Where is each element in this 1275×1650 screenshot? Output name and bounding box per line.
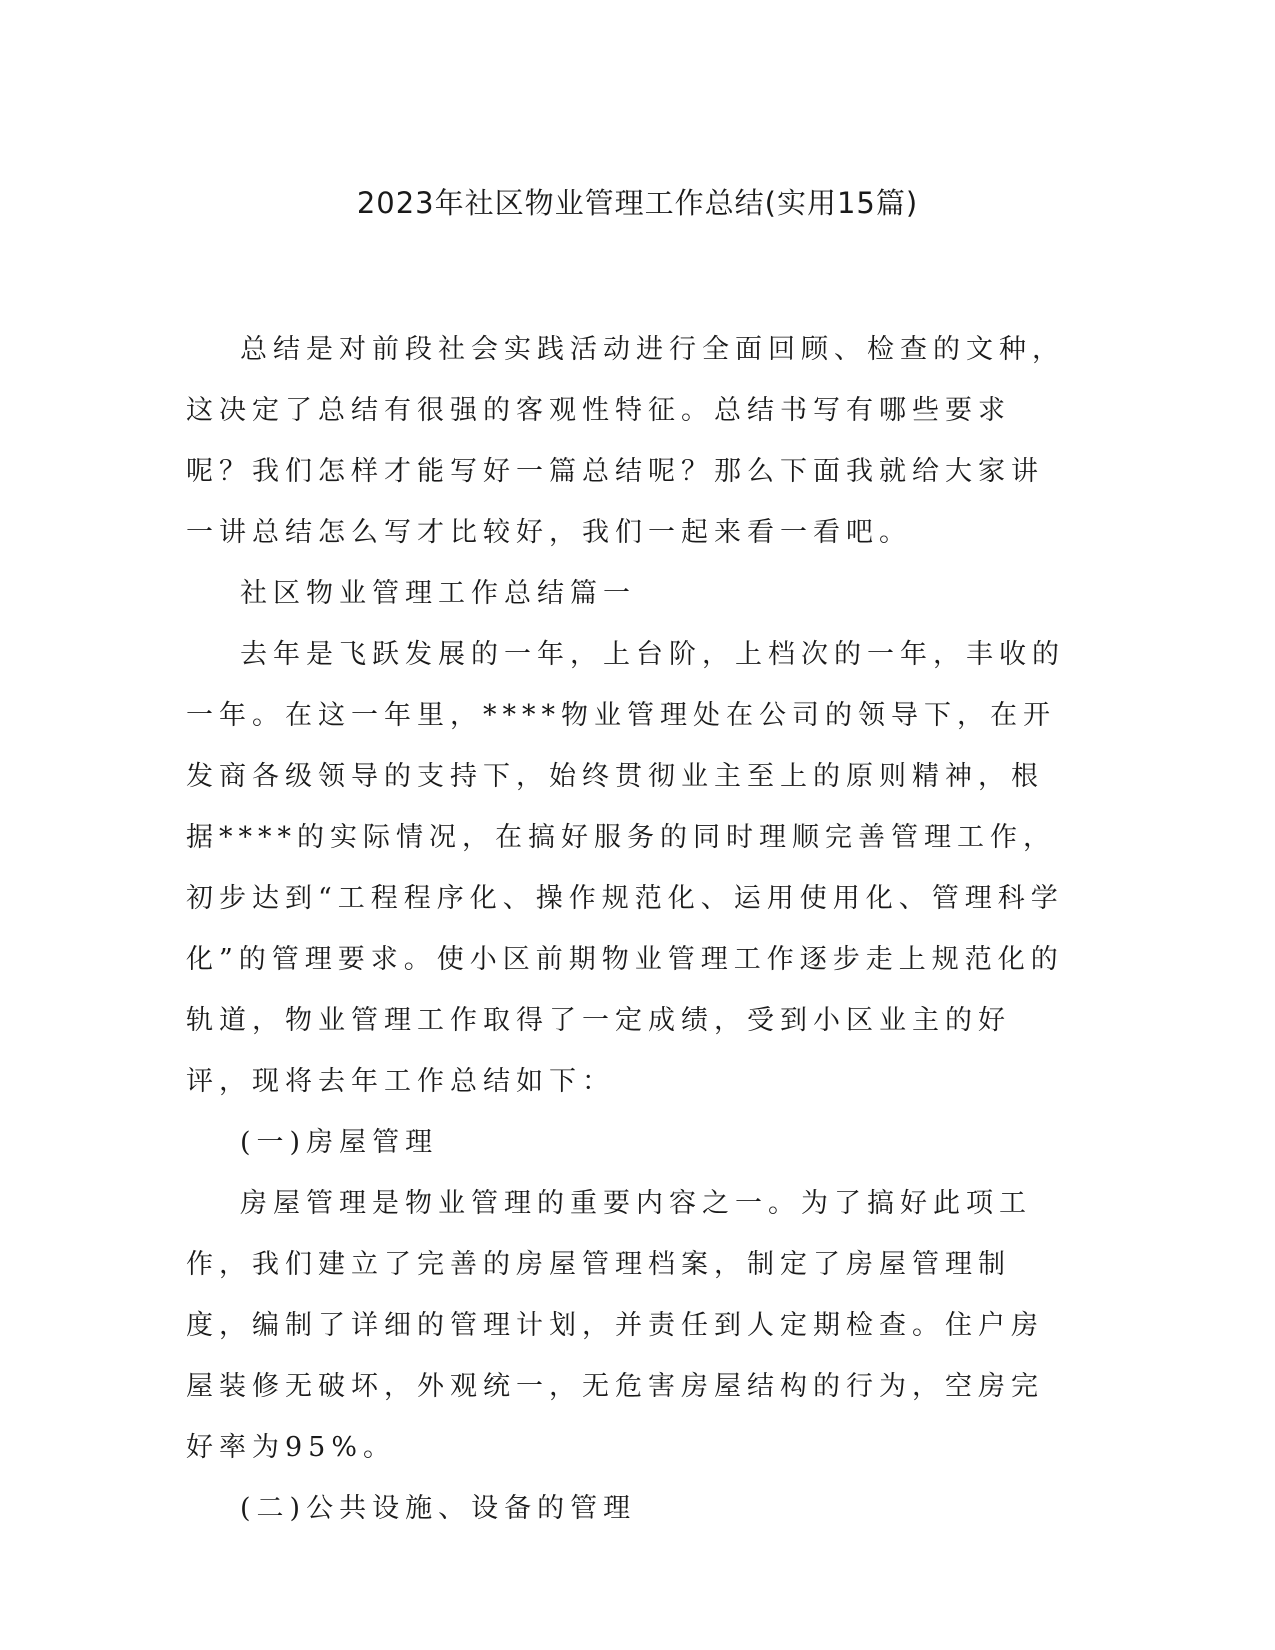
section-heading-part-one: 社区物业管理工作总结篇一: [240, 578, 636, 609]
subheading-housing-management: (一)房屋管理: [240, 1127, 439, 1158]
document-title: 2023年社区物业管理工作总结(实用15篇): [356, 186, 919, 220]
paragraph-housing-management: 房屋管理是物业管理的重要内容之一。为了搞好此项工作，我们建立了完善的房屋管理档案，制定了房屋管理制度，编制了详细的管理计划，并责任到人定期检查。住户房屋装修无破坏，外观统一，无危害房屋结构的行为，空房完好率为95%。: [186, 1188, 1044, 1463]
paragraph-last-year-summary: 去年是飞跃发展的一年，上台阶，上档次的一年，丰收的一年。在这一年里，****物业管理处在公司的领导下，在开发商各级领导的支持下，始终贯彻业主至上的原则精神，根据****的实际情况，在搞好服务的同时理顺完善管理工作，初步达到“工程程序化、操作规范化、运用使用化、管理科学化”的管理要求。使小区前期物业管理工作逐步走上规范化的轨道，物业管理工作取得了一定成绩，受到小区业主的好评，现将去年工作总结如下：: [186, 639, 1065, 1097]
paragraph-intro: 总结是对前段社会实践活动进行全面回顾、检查的文种，这决定了总结有很强的客观性特征。总结书写有哪些要求呢？我们怎样才能写好一篇总结呢？那么下面我就给大家讲一讲总结怎么写才比较好，我们一起来看一看吧。: [186, 334, 1065, 548]
subheading-public-facilities: (二)公共设施、设备的管理: [240, 1493, 637, 1524]
document-body: [186, 319, 1066, 1539]
